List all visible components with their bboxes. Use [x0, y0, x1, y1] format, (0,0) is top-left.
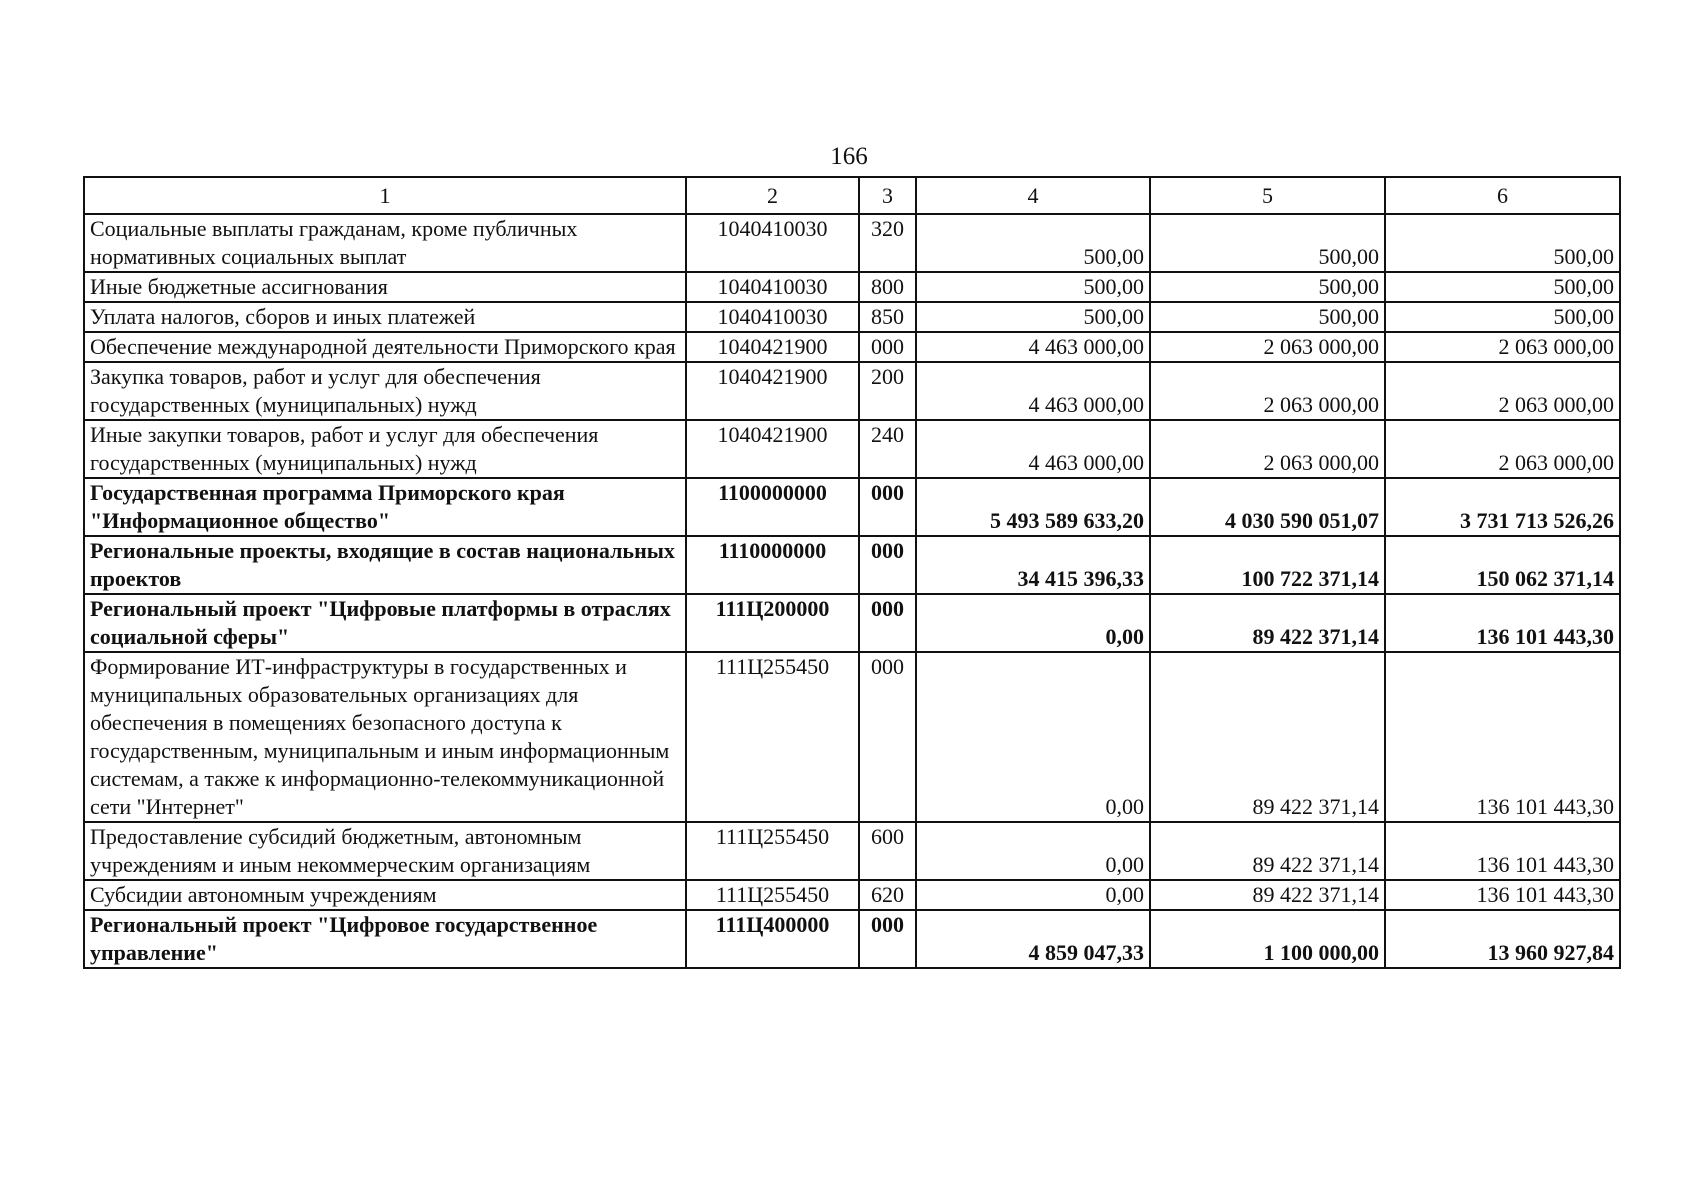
row-name: Формирование ИТ-инфраструктуры в государственных и муниципальных образовательных организациях для обеспечения в помещениях безопасного доступа к государственным, муниципальным и иным информационным системам, а также к информационно-телекоммуникационной сети "Интернет": [84, 652, 686, 822]
amount-col-5: 89 422 371,14: [1150, 652, 1385, 822]
row-name: Субсидии автономным учреждениям: [84, 880, 686, 910]
amount-col-4: 4 859 047,33: [916, 910, 1150, 968]
expense-type-code: 000: [859, 594, 916, 652]
table-row: [84, 652, 1620, 822]
row-name: Обеспечение международной деятельности Приморского края: [84, 332, 686, 362]
amount-col-6: 2 063 000,00: [1385, 362, 1620, 420]
column-header: 5: [1150, 177, 1385, 214]
target-code: 111Ц255450: [686, 880, 859, 910]
target-code: 1110000000: [686, 536, 859, 594]
amount-col-4: 500,00: [916, 302, 1150, 332]
amount-col-6: 500,00: [1385, 214, 1620, 272]
row-name: Иные закупки товаров, работ и услуг для обеспечения государственных (муниципальных) нужд: [84, 420, 686, 478]
amount-col-5: 100 722 371,14: [1150, 536, 1385, 594]
table-body: [84, 214, 1620, 968]
amount-col-4: 0,00: [916, 822, 1150, 880]
table-row: [84, 302, 1620, 332]
amount-col-6: 136 101 443,30: [1385, 594, 1620, 652]
target-code: 111Ц200000: [686, 594, 859, 652]
target-code: 1040421900: [686, 420, 859, 478]
amount-col-4: 0,00: [916, 652, 1150, 822]
expense-type-code: 600: [859, 822, 916, 880]
table-row: [84, 880, 1620, 910]
row-name: Региональные проекты, входящие в состав национальных проектов: [84, 536, 686, 594]
amount-col-4: 500,00: [916, 272, 1150, 302]
target-code: 111Ц255450: [686, 822, 859, 880]
amount-col-5: 89 422 371,14: [1150, 594, 1385, 652]
amount-col-5: 2 063 000,00: [1150, 362, 1385, 420]
amount-col-6: 500,00: [1385, 272, 1620, 302]
amount-col-5: 2 063 000,00: [1150, 420, 1385, 478]
amount-col-5: 2 063 000,00: [1150, 332, 1385, 362]
amount-col-5: 500,00: [1150, 214, 1385, 272]
row-name: Закупка товаров, работ и услуг для обеспечения государственных (муниципальных) нужд: [84, 362, 686, 420]
amount-col-5: 1 100 000,00: [1150, 910, 1385, 968]
amount-col-6: 136 101 443,30: [1385, 822, 1620, 880]
expense-type-code: 620: [859, 880, 916, 910]
amount-col-5: 89 422 371,14: [1150, 880, 1385, 910]
target-code: 1040410030: [686, 272, 859, 302]
header-row: [84, 177, 1620, 214]
column-header: 2: [686, 177, 859, 214]
row-name: Региональный проект "Цифровые платформы в отраслях социальной сферы": [84, 594, 686, 652]
target-code: 111Ц400000: [686, 910, 859, 968]
budget-table: [83, 176, 1621, 969]
row-name: Региональный проект "Цифровое государственное управление": [84, 910, 686, 968]
target-code: 1040410030: [686, 302, 859, 332]
amount-col-5: 500,00: [1150, 302, 1385, 332]
amount-col-4: 5 493 589 633,20: [916, 478, 1150, 536]
expense-type-code: 000: [859, 536, 916, 594]
expense-type-code: 000: [859, 332, 916, 362]
amount-col-4: 4 463 000,00: [916, 362, 1150, 420]
amount-col-4: 0,00: [916, 594, 1150, 652]
expense-type-code: 800: [859, 272, 916, 302]
expense-type-code: 200: [859, 362, 916, 420]
amount-col-6: 150 062 371,14: [1385, 536, 1620, 594]
table-row: [84, 536, 1620, 594]
column-header: 3: [859, 177, 916, 214]
row-name: Иные бюджетные ассигнования: [84, 272, 686, 302]
amount-col-5: 500,00: [1150, 272, 1385, 302]
table-row: [84, 272, 1620, 302]
expense-type-code: 320: [859, 214, 916, 272]
amount-col-4: 4 463 000,00: [916, 420, 1150, 478]
amount-col-6: 2 063 000,00: [1385, 332, 1620, 362]
amount-col-6: 500,00: [1385, 302, 1620, 332]
amount-col-5: 4 030 590 051,07: [1150, 478, 1385, 536]
row-name: Предоставление субсидий бюджетным, автономным учреждениям и иным некоммерческим организациям: [84, 822, 686, 880]
target-code: 1040410030: [686, 214, 859, 272]
table-row: [84, 910, 1620, 968]
table-row: [84, 594, 1620, 652]
table-row: [84, 332, 1620, 362]
amount-col-4: 0,00: [916, 880, 1150, 910]
amount-col-6: 136 101 443,30: [1385, 652, 1620, 822]
row-name: Социальные выплаты гражданам, кроме публичных нормативных социальных выплат: [84, 214, 686, 272]
table-row: [84, 822, 1620, 880]
amount-col-6: 136 101 443,30: [1385, 880, 1620, 910]
amount-col-6: 3 731 713 526,26: [1385, 478, 1620, 536]
target-code: 1100000000: [686, 478, 859, 536]
column-header: 4: [916, 177, 1150, 214]
target-code: 111Ц255450: [686, 652, 859, 822]
row-name: Уплата налогов, сборов и иных платежей: [84, 302, 686, 332]
page-number: 166: [830, 143, 868, 170]
target-code: 1040421900: [686, 362, 859, 420]
amount-col-4: 4 463 000,00: [916, 332, 1150, 362]
table-row: [84, 214, 1620, 272]
table-row: [84, 420, 1620, 478]
column-header: 6: [1385, 177, 1620, 214]
target-code: 1040421900: [686, 332, 859, 362]
expense-type-code: 000: [859, 478, 916, 536]
expense-type-code: 240: [859, 420, 916, 478]
amount-col-5: 89 422 371,14: [1150, 822, 1385, 880]
table-header: [84, 177, 1620, 214]
column-header: 1: [84, 177, 686, 214]
expense-type-code: 000: [859, 910, 916, 968]
amount-col-6: 2 063 000,00: [1385, 420, 1620, 478]
expense-type-code: 000: [859, 652, 916, 822]
table-row: [84, 362, 1620, 420]
amount-col-4: 34 415 396,33: [916, 536, 1150, 594]
expense-type-code: 850: [859, 302, 916, 332]
table-row: [84, 478, 1620, 536]
row-name: Государственная программа Приморского края "Информационное общество": [84, 478, 686, 536]
amount-col-4: 500,00: [916, 214, 1150, 272]
amount-col-6: 13 960 927,84: [1385, 910, 1620, 968]
